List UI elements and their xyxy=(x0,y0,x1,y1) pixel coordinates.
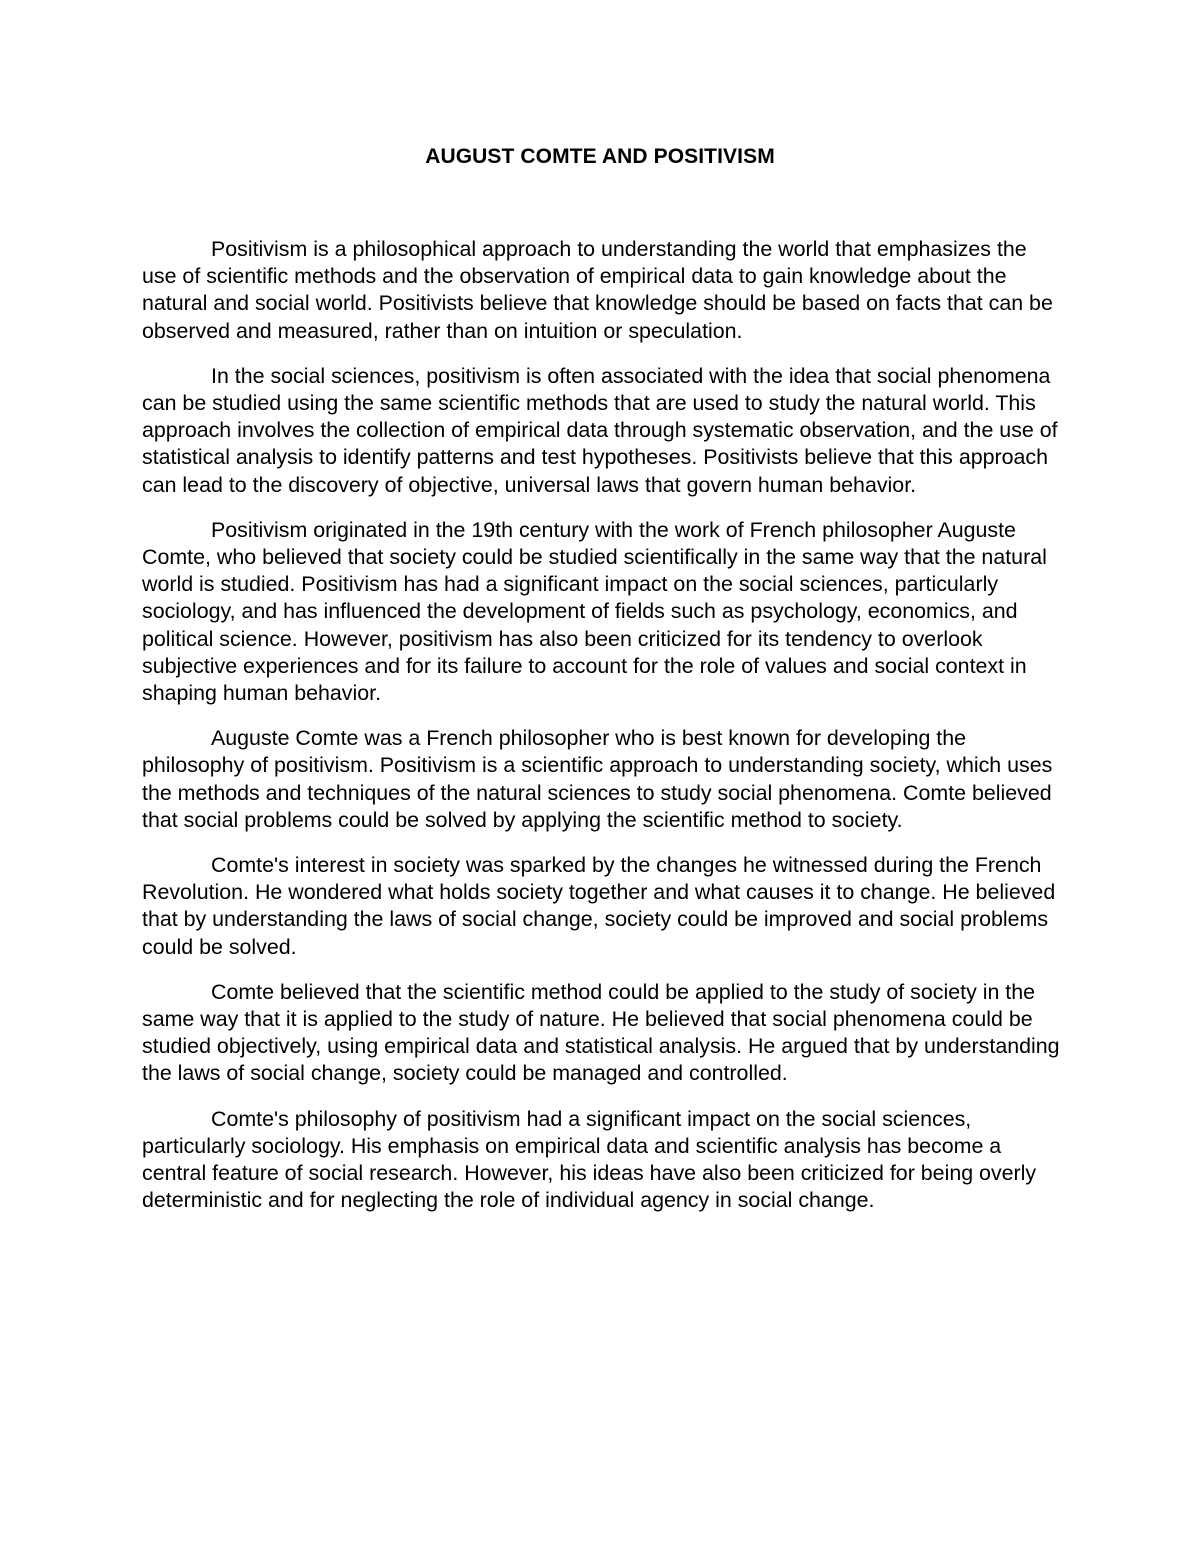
paragraph-comte-biography: Auguste Comte was a French philosopher who is best known for developing the philosophy of positivism. Positivism is a scientific approach to understanding society, which uses the methods and techniques of the natural sciences to study social phenomena. Comte believed that social problems could be solved by applying the scientific method to society. xyxy=(142,726,1053,832)
paragraph-positivism-definition: Positivism is a philosophical approach to understanding the world that emphasizes the use of scientific methods and the observation of empirical data to gain knowledge about the natural and social world. Positivists believe that knowledge should be based on facts that can be observed and measured, rather than on intuition or speculation. xyxy=(142,237,1053,343)
paragraph-scientific-method: Comte believed that the scientific method could be applied to the study of society in the same way that it is applied to the study of nature. He believed that social phenomena could be studied objectively, using empirical data and statistical analysis. He argued that by understanding the laws of social change, society could be managed and controlled. xyxy=(142,979,1060,1086)
document-body xyxy=(142,236,1066,1233)
paragraph-french-revolution: Comte's interest in society was sparked by the changes he witnessed during the French Revolution. He wondered what holds society together and what causes it to change. He believed that by understanding the laws of social change, society could be improved and social problems could be solved. xyxy=(142,853,1056,959)
paragraph-impact: Comte's philosophy of positivism had a significant impact on the social sciences, particularly sociology. His emphasis on empirical data and scientific analysis has become a central feature of social research. However, his ideas have also been criticized for being overly deterministic and for neglecting the role of individual agency in social change. xyxy=(142,1106,1037,1213)
document-title: AUGUST COMTE AND POSITIVISM xyxy=(425,145,775,168)
paragraph-social-sciences: In the social sciences, positivism is often associated with the idea that social phenomena can be studied using the same scientific methods that are used to study the natural world. This approach involves the collection of empirical data through systematic observation, and the use of statistical analysis to identify patterns and test hypotheses. Positivists believe that this approach can lead to the discovery of objective, universal laws that govern human behavior. xyxy=(142,363,1058,497)
paragraph-origins: Positivism originated in the 19th century with the work of French philosopher Auguste Comte, who believed that society could be studied scientifically in the same way that the natural world is studied. Positivism has had a significant impact on the social sciences, particularly sociology, and has influenced the development of fields such as psychology, economics, and political science. However, positivism has also been criticized for its tendency to overlook subjective experiences and for its failure to account for the role of values and social context in shaping human behavior. xyxy=(142,517,1047,706)
